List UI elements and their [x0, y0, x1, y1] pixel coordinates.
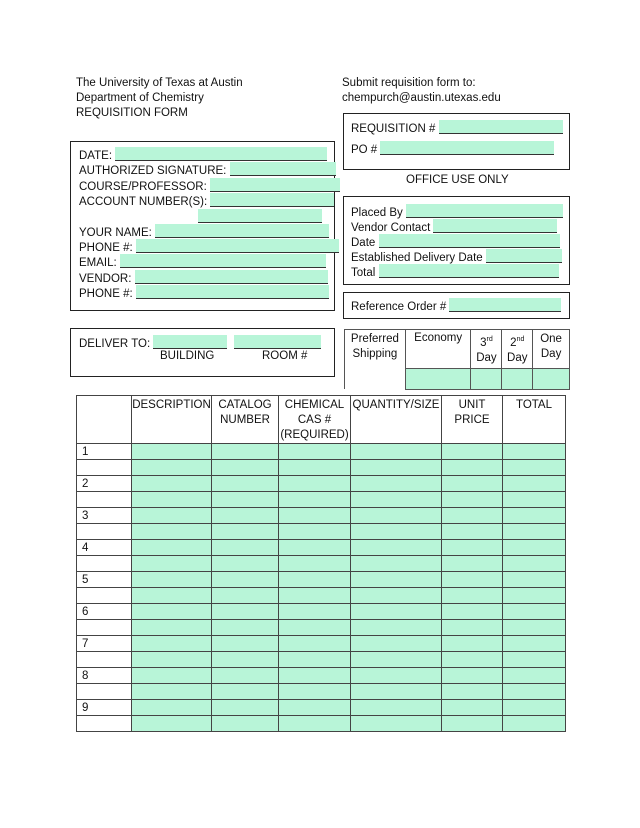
cas-cell[interactable]: [279, 444, 351, 460]
unit-price-cell[interactable]: [442, 572, 503, 588]
phone-field[interactable]: [136, 239, 339, 253]
row-number: 9: [77, 700, 132, 716]
cas-cell[interactable]: [279, 620, 351, 636]
total-cell[interactable]: [503, 620, 566, 636]
quantity-cell[interactable]: [351, 572, 442, 588]
cas-cell[interactable]: [279, 508, 351, 524]
row-number-blank: [77, 492, 132, 508]
unit-price-header: UNIT PRICE: [442, 396, 503, 444]
catalog-cell[interactable]: [212, 572, 279, 588]
unit-price-cell[interactable]: [442, 652, 503, 668]
economy-checkbox[interactable]: [405, 368, 471, 389]
description-cell[interactable]: [132, 508, 212, 524]
catalog-cell[interactable]: [212, 540, 279, 556]
total-cell[interactable]: [503, 556, 566, 572]
quantity-size-header: QUANTITY/SIZE: [351, 396, 442, 444]
table-row: [77, 492, 566, 508]
unit-price-cell[interactable]: [442, 476, 503, 492]
office-box: [343, 113, 570, 170]
catalog-cell[interactable]: [212, 668, 279, 684]
table-row: [77, 620, 566, 636]
delivery-date-field[interactable]: [486, 249, 562, 263]
table-row: [77, 508, 566, 524]
third-day: Day: [476, 351, 497, 364]
table-row: [77, 460, 566, 476]
row-number-blank: [77, 556, 132, 572]
description-cell[interactable]: [132, 524, 212, 540]
description-cell[interactable]: [132, 652, 212, 668]
row-number: 6: [77, 604, 132, 620]
catalog-number-header: CATALOG NUMBER: [212, 396, 279, 444]
description-header: DESCRIPTION: [132, 396, 212, 444]
total-cell[interactable]: [503, 604, 566, 620]
shipping-label: Shipping: [352, 348, 398, 360]
cas-cell[interactable]: [279, 492, 351, 508]
total-cell[interactable]: [503, 652, 566, 668]
date-field[interactable]: [115, 147, 327, 161]
unit-price-cell[interactable]: [442, 620, 503, 636]
catalog-cell[interactable]: [212, 620, 279, 636]
row-number-blank: [77, 460, 132, 476]
po-label: PO #: [351, 144, 378, 156]
total-cell[interactable]: [503, 492, 566, 508]
vendor-phone-field[interactable]: [136, 285, 329, 299]
quantity-cell[interactable]: [351, 476, 442, 492]
total-cell[interactable]: [503, 700, 566, 716]
third-day-header: [471, 330, 502, 369]
unit-price-cell[interactable]: [442, 540, 503, 556]
submit-email[interactable]: chempurch@austin.utexas.edu: [342, 92, 501, 104]
cas-cell[interactable]: [279, 556, 351, 572]
row-number-blank: [77, 684, 132, 700]
table-row: [77, 636, 566, 652]
row-number-blank: [77, 588, 132, 604]
third-sup: rd: [486, 336, 493, 343]
table-row: [77, 540, 566, 556]
quantity-cell[interactable]: [351, 460, 442, 476]
table-row: [77, 588, 566, 604]
unit-price-cell[interactable]: [442, 604, 503, 620]
total-cell[interactable]: [503, 716, 566, 732]
total-cell[interactable]: [503, 444, 566, 460]
table-row: [77, 700, 566, 716]
row-number: 7: [77, 636, 132, 652]
shipping-table: [344, 329, 570, 390]
total-label: Total: [351, 267, 376, 279]
placed-by-label: Placed By: [351, 207, 403, 219]
preferred-shipping-cell: [345, 330, 406, 390]
building-field[interactable]: [153, 335, 227, 349]
row-number-blank: [77, 524, 132, 540]
quantity-cell[interactable]: [351, 652, 442, 668]
account-field-1[interactable]: [210, 193, 334, 207]
university-name: The University of Texas at Austin: [76, 77, 243, 89]
second-day: Day: [507, 351, 528, 364]
total-cell[interactable]: [503, 572, 566, 588]
description-cell[interactable]: [132, 588, 212, 604]
catalog-cell[interactable]: [212, 460, 279, 476]
table-row: [77, 604, 566, 620]
email-label: EMAIL:: [79, 257, 117, 269]
unit-price-cell[interactable]: [442, 636, 503, 652]
table-row: [77, 684, 566, 700]
deliver-box: [70, 328, 335, 377]
quantity-cell[interactable]: [351, 508, 442, 524]
row-number: 4: [77, 540, 132, 556]
unit-price-cell[interactable]: [442, 588, 503, 604]
total-cell[interactable]: [503, 508, 566, 524]
cas-cell[interactable]: [279, 700, 351, 716]
one-label: One: [540, 333, 562, 345]
table-row: [77, 444, 566, 460]
third-day-checkbox[interactable]: [471, 368, 502, 389]
quantity-cell[interactable]: [351, 700, 442, 716]
quantity-cell[interactable]: [351, 556, 442, 572]
vendor-label: VENDOR:: [79, 273, 132, 285]
date-label: DATE:: [79, 150, 113, 162]
description-cell[interactable]: [132, 636, 212, 652]
cas-cell[interactable]: [279, 588, 351, 604]
office-use-only: OFFICE USE ONLY: [406, 174, 509, 186]
cas-cell[interactable]: [279, 668, 351, 684]
table-row: [77, 668, 566, 684]
one-day: Day: [540, 348, 562, 360]
description-cell[interactable]: [132, 684, 212, 700]
catalog-cell[interactable]: [212, 524, 279, 540]
catalog-cell[interactable]: [212, 684, 279, 700]
cas-cell[interactable]: [279, 460, 351, 476]
table-row: [77, 524, 566, 540]
quantity-cell[interactable]: [351, 540, 442, 556]
order-date-label: Date: [351, 237, 376, 249]
delivery-date-label: Established Delivery Date: [351, 252, 483, 264]
account-label: ACCOUNT NUMBER(S):: [79, 196, 208, 208]
description-cell[interactable]: [132, 572, 212, 588]
unit-price-cell[interactable]: [442, 524, 503, 540]
cas-cell[interactable]: [279, 604, 351, 620]
quantity-cell[interactable]: [351, 604, 442, 620]
submit-instructions: Submit requisition form to:: [342, 77, 476, 89]
unit-price-cell[interactable]: [442, 716, 503, 732]
catalog-cell[interactable]: [212, 636, 279, 652]
requester-box: [70, 141, 335, 311]
table-row: [77, 556, 566, 572]
unit-price-cell[interactable]: [442, 684, 503, 700]
course-label: COURSE/PROFESSOR:: [79, 181, 207, 193]
second-num: 2: [510, 336, 517, 349]
requisition-field[interactable]: [439, 120, 563, 134]
name-field[interactable]: [155, 224, 329, 238]
reference-field[interactable]: [449, 298, 561, 312]
second-sup: nd: [516, 336, 525, 343]
vendor-contact-label: Vendor Contact: [351, 222, 431, 234]
room-label: ROOM #: [262, 350, 308, 362]
unit-price-cell[interactable]: [442, 492, 503, 508]
total-cell[interactable]: [503, 588, 566, 604]
catalog-cell[interactable]: [212, 652, 279, 668]
total-field[interactable]: [379, 264, 559, 278]
cas-header: CHEMICAL CAS # (REQUIRED): [279, 396, 351, 444]
form-title: REQUISITION FORM: [76, 107, 188, 119]
order-date-field[interactable]: [379, 234, 560, 248]
preferred-label: Preferred: [350, 333, 399, 345]
quantity-cell[interactable]: [351, 444, 442, 460]
cas-cell[interactable]: [279, 716, 351, 732]
deliver-label: DELIVER TO:: [79, 338, 151, 350]
one-day-header: [533, 330, 570, 369]
course-field[interactable]: [210, 178, 340, 192]
description-cell[interactable]: [132, 668, 212, 684]
quantity-cell[interactable]: [351, 588, 442, 604]
catalog-cell[interactable]: [212, 604, 279, 620]
catalog-cell[interactable]: [212, 476, 279, 492]
one-day-checkbox[interactable]: [533, 368, 570, 389]
quantity-cell[interactable]: [351, 492, 442, 508]
total-cell[interactable]: [503, 636, 566, 652]
row-number-blank: [77, 716, 132, 732]
row-number-blank: [77, 652, 132, 668]
vendor-contact-field[interactable]: [433, 219, 557, 233]
economy-header: Economy: [405, 330, 471, 369]
cas-cell[interactable]: [279, 540, 351, 556]
name-label: YOUR NAME:: [79, 227, 152, 239]
cas-cell[interactable]: [279, 524, 351, 540]
second-day-header: [502, 330, 533, 369]
table-row: [77, 716, 566, 732]
unit-price-cell[interactable]: [442, 444, 503, 460]
quantity-cell[interactable]: [351, 716, 442, 732]
row-number: 1: [77, 444, 132, 460]
total-cell[interactable]: [503, 524, 566, 540]
table-row: [77, 572, 566, 588]
po-field[interactable]: [380, 141, 554, 155]
cas-cell[interactable]: [279, 476, 351, 492]
unit-price-cell[interactable]: [442, 668, 503, 684]
phone-label: PHONE #:: [79, 242, 133, 254]
total-cell[interactable]: [503, 540, 566, 556]
unit-price-cell[interactable]: [442, 508, 503, 524]
table-row: [77, 652, 566, 668]
account-field-2[interactable]: [198, 209, 322, 223]
unit-price-cell[interactable]: [442, 700, 503, 716]
requisition-label: REQUISITION #: [351, 123, 436, 135]
description-cell[interactable]: [132, 476, 212, 492]
table-row: [77, 476, 566, 492]
unit-price-cell[interactable]: [442, 556, 503, 572]
cas-cell[interactable]: [279, 636, 351, 652]
row-number: 3: [77, 508, 132, 524]
cas-cell[interactable]: [279, 572, 351, 588]
quantity-cell[interactable]: [351, 524, 442, 540]
unit-price-cell[interactable]: [442, 460, 503, 476]
third-num: 3: [480, 336, 487, 349]
total-header: TOTAL: [503, 396, 566, 444]
department-name: Department of Chemistry: [76, 92, 204, 104]
row-number: 2: [77, 476, 132, 492]
quantity-cell[interactable]: [351, 684, 442, 700]
row-number-header: [77, 396, 132, 444]
quantity-cell[interactable]: [351, 620, 442, 636]
second-day-checkbox[interactable]: [502, 368, 533, 389]
cas-cell[interactable]: [279, 652, 351, 668]
reference-label: Reference Order #: [351, 301, 447, 313]
catalog-cell[interactable]: [212, 508, 279, 524]
description-cell[interactable]: [132, 716, 212, 732]
total-cell[interactable]: [503, 476, 566, 492]
vendor-field[interactable]: [135, 270, 328, 284]
email-field[interactable]: [120, 254, 326, 268]
catalog-cell[interactable]: [212, 700, 279, 716]
row-number-blank: [77, 620, 132, 636]
room-field[interactable]: [234, 335, 321, 349]
row-number: 8: [77, 668, 132, 684]
description-cell[interactable]: [132, 700, 212, 716]
catalog-cell[interactable]: [212, 444, 279, 460]
description-cell[interactable]: [132, 604, 212, 620]
vendor-phone-label: PHONE #:: [79, 288, 133, 300]
catalog-cell[interactable]: [212, 556, 279, 572]
signature-label: AUTHORIZED SIGNATURE:: [79, 165, 227, 177]
order-box: [343, 196, 570, 285]
reference-box: [343, 292, 570, 319]
cas-cell[interactable]: [279, 684, 351, 700]
quantity-cell[interactable]: [351, 668, 442, 684]
total-cell[interactable]: [503, 684, 566, 700]
description-cell[interactable]: [132, 460, 212, 476]
description-cell[interactable]: [132, 620, 212, 636]
description-cell[interactable]: [132, 492, 212, 508]
row-number: 5: [77, 572, 132, 588]
catalog-cell[interactable]: [212, 492, 279, 508]
total-cell[interactable]: [503, 668, 566, 684]
catalog-cell[interactable]: [212, 588, 279, 604]
description-cell[interactable]: [132, 556, 212, 572]
catalog-cell[interactable]: [212, 716, 279, 732]
quantity-cell[interactable]: [351, 636, 442, 652]
signature-field[interactable]: [230, 162, 336, 176]
description-cell[interactable]: [132, 540, 212, 556]
description-cell[interactable]: [132, 444, 212, 460]
placed-by-field[interactable]: [406, 204, 563, 218]
total-cell[interactable]: [503, 460, 566, 476]
building-label: BUILDING: [160, 350, 215, 362]
items-table: [76, 395, 566, 732]
